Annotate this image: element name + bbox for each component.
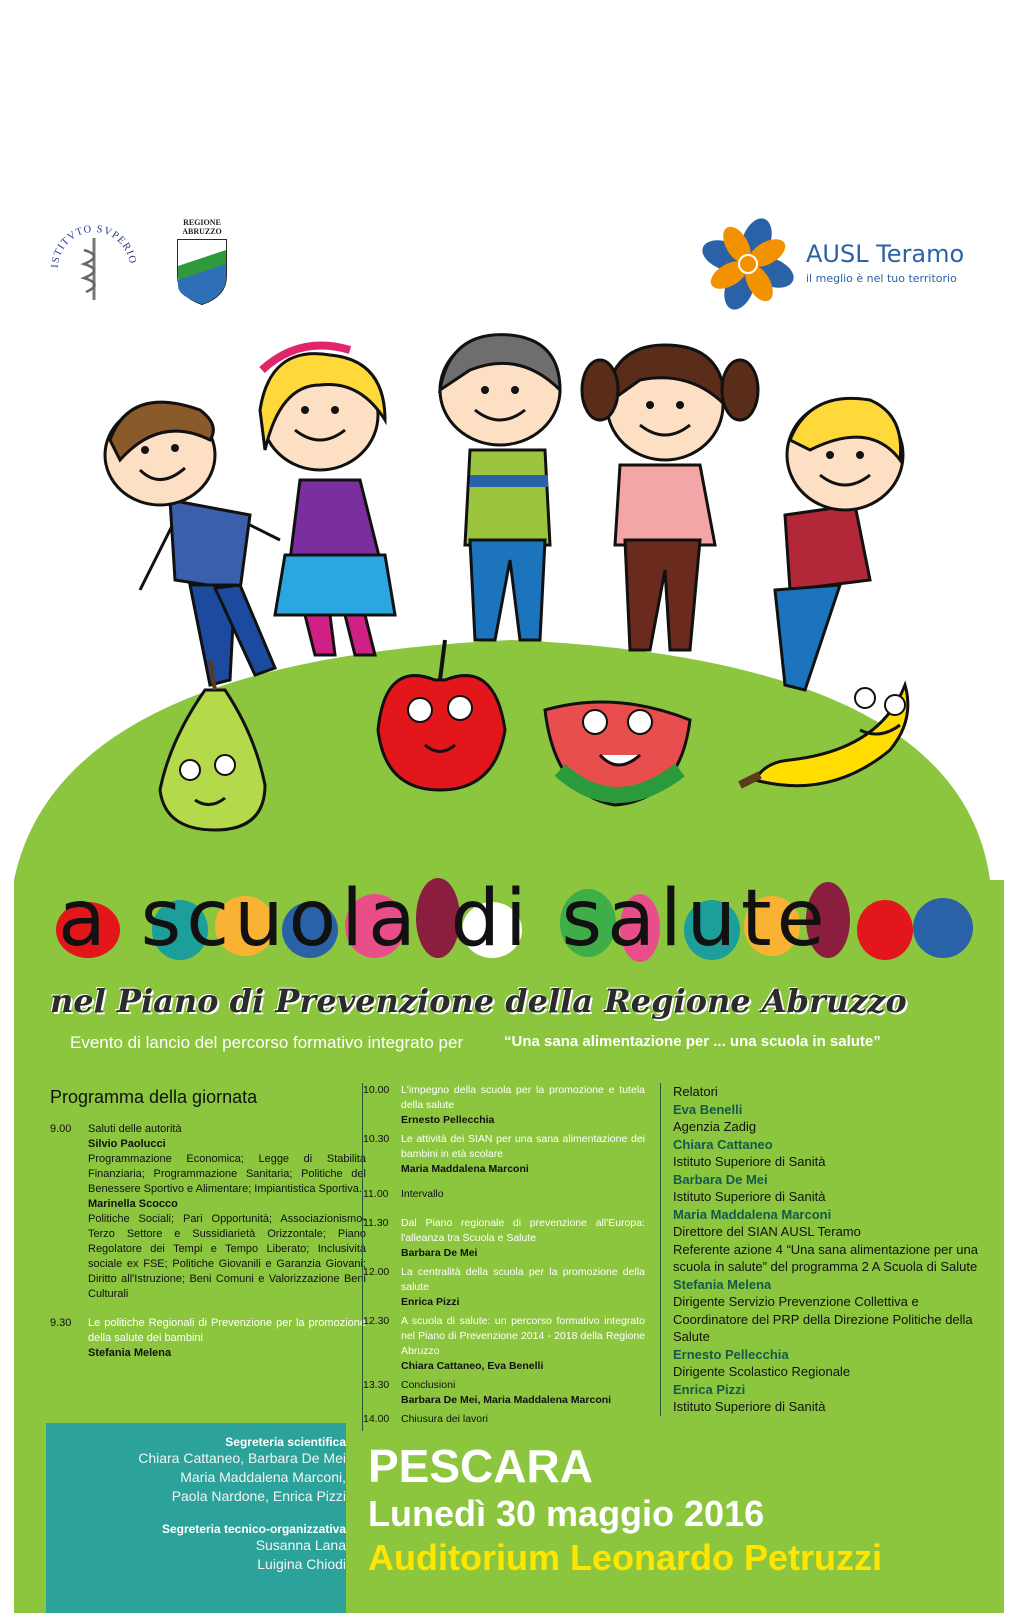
ausl-name: AUSL Teramo (806, 240, 965, 268)
program-title: Le attività dei SIAN per una sana alimentazione dei bambini in età scolare (401, 1133, 645, 1160)
evento-line: Evento di lancio del percorso formativo integrato per (70, 1033, 464, 1052)
program-item (363, 1412, 645, 1427)
relatore-name: Ernesto Pellecchia (673, 1346, 789, 1362)
program-item (363, 1265, 645, 1310)
segreteria-line: Paola Nardone, Enrica Pizzi (171, 1488, 346, 1504)
segreteria-line: Chiara Cattaneo, Barbara De Mei (138, 1450, 346, 1466)
ausl-tagline: il meglio è nel tuo territorio (806, 272, 957, 285)
speaker-name: Silvio Paolucci (88, 1138, 166, 1150)
ausl-teramo-logo (700, 214, 990, 314)
event-city: PESCARA (368, 1440, 593, 1492)
speaker-roles: Politiche Sociali; Pari Opportunità; Associazionismo-Terzo Settore e Sussidiarietà Orizzontale; Piano Regolatore dei Tempi e Tempo Liberato; Inclusività sociale ex FSE; Politiche Giovanili e Garanzia Giovani; Diritto all'Istruzione; Beni Comuni e Valorizzazione Beni Culturali (88, 1213, 366, 1300)
kid-boy-brown-hair (105, 402, 280, 685)
program-time: 12.00 (363, 1266, 390, 1278)
title-block (40, 868, 1000, 978)
program-title: Chiusura dei lavori (401, 1413, 488, 1425)
regione-abruzzo-logo (172, 218, 232, 308)
programma-column-2 (362, 1083, 645, 1431)
program-title: A scuola di salute: un percorso formativo integrato nel Piano di Prevenzione 2014 - 2018 della Regione Abruzzo (401, 1315, 645, 1357)
programma-column-1 (50, 1087, 366, 1369)
programma-title: Programma della giornata (50, 1087, 258, 1107)
program-item (363, 1083, 645, 1128)
speaker-name: Enrica Pizzi (401, 1296, 460, 1308)
relatore-name: Stefania Melena (673, 1276, 772, 1292)
program-item (363, 1187, 645, 1202)
program-title: Conclusioni (401, 1379, 456, 1391)
speaker-name: Ernesto Pellecchia (401, 1114, 495, 1126)
relatori-column (660, 1083, 990, 1416)
event-date: Lunedì 30 maggio 2016 (368, 1493, 765, 1534)
segreteria-line: Luigina Chiodi (257, 1556, 346, 1572)
relatore-name: Eva Benelli (673, 1101, 743, 1117)
program-title: L'impegno della scuola per la promozione e tutela della salute (401, 1084, 645, 1111)
relatore-name: Maria Maddalena Marconi (673, 1206, 832, 1222)
program-time: 9.30 (50, 1317, 72, 1329)
relatore-role: Dirigente Scolastico Regionale (673, 1364, 851, 1379)
kids-illustration (0, 330, 1024, 890)
program-time: 9.00 (50, 1123, 72, 1135)
evento-quote: “Una sana alimentazione per ... una scuola in salute” (504, 1033, 881, 1050)
relatore-name: Barbara De Mei (673, 1171, 768, 1187)
kid-girl-blonde (260, 346, 395, 656)
svg-text:ISTITVTO SVPERIORE DI SANITÀ: ISTITVTO SVPERIO (49, 223, 138, 269)
relatore-role: Istituto Superiore di Sanità (673, 1399, 826, 1414)
program-title: Le politiche Regionali di Prevenzione per la promozione della salute dei bambini (88, 1317, 366, 1344)
segreteria-scientifica-title: Segreteria scientifica (225, 1435, 346, 1449)
program-time: 11.30 (363, 1217, 389, 1229)
speaker-name: Barbara De Mei (401, 1247, 478, 1259)
segreteria-line: Susanna Lana (255, 1537, 346, 1553)
program-time: 10.30 (363, 1133, 390, 1145)
program-time: 14.00 (363, 1413, 390, 1425)
program-time: 10.00 (363, 1084, 390, 1096)
kid-girl-pigtails (582, 345, 758, 650)
program-title: Intervallo (401, 1188, 444, 1200)
speaker-name: Stefania Melena (88, 1347, 172, 1359)
segreteria-line: Maria Maddalena Marconi, (180, 1469, 346, 1485)
speaker-name: Barbara De Mei, Maria Maddalena Marconi (401, 1394, 612, 1406)
main-title: a scuola di salute (58, 874, 830, 964)
kid-boy-blonde (775, 398, 903, 690)
segreteria-box (46, 1423, 346, 1613)
program-item (363, 1216, 645, 1261)
relatore-role: Dirigente Servizio Prevenzione Collettiva e Coordinatore del PRP della Direzione Politiche della Salute (673, 1294, 973, 1344)
program-title: Dal Piano regionale di prevenzione all'Europa: l'alleanza tra Scuola e Salute (401, 1217, 645, 1244)
event-venue: Auditorium Leonardo Petruzzi (368, 1537, 883, 1578)
relatore-role: Istituto Superiore di Sanità (673, 1154, 826, 1169)
program-item (363, 1132, 645, 1177)
relatore-role: Direttore del SIAN AUSL Teramo Referente azione 4 “Una sana alimentazione per una scuola in salute” del programma 2 A Scuola di Salute (673, 1224, 978, 1274)
relatore-role: Istituto Superiore di Sanità (673, 1189, 826, 1204)
program-item (363, 1314, 645, 1374)
program-item (50, 1316, 366, 1361)
program-time: 12.30 (363, 1315, 390, 1327)
program-title: Saluti delle autorità (88, 1123, 182, 1135)
program-item (50, 1122, 366, 1302)
region-line-1: REGIONE (183, 218, 221, 227)
speaker-name: Maria Maddalena Marconi (401, 1163, 529, 1175)
program-item (363, 1378, 645, 1408)
iss-logo (44, 212, 144, 312)
program-time: 13.30 (363, 1379, 390, 1391)
speaker-name: Marinella Scocco (88, 1198, 178, 1210)
relatori-title: Relatori (673, 1084, 718, 1099)
region-line-2: ABRUZZO (182, 227, 222, 236)
kid-boy-grey-hair (440, 335, 560, 640)
program-time: 11.00 (363, 1188, 389, 1200)
relatore-name: Chiara Cattaneo (673, 1136, 773, 1152)
relatore-name: Enrica Pizzi (673, 1381, 746, 1397)
event-info (368, 1440, 882, 1580)
speaker-roles: Programmazione Economica; Legge di Stabilità Finanziaria; Programmazione Sanitaria; Politiche del Benessere Sportivo e Alimentare; Impiantistica Sportiva. (88, 1153, 366, 1195)
speaker-name: Chiara Cattaneo, Eva Benelli (401, 1360, 544, 1372)
subtitle: nel Piano di Prevenzione della Regione Abruzzo (50, 982, 907, 1020)
relatore-role: Agenzia Zadig (673, 1119, 757, 1134)
program-title: La centralità della scuola per la promozione della salute (401, 1266, 645, 1293)
ausl-propeller-icon (700, 214, 800, 314)
segreteria-tecnica-title: Segreteria tecnico-organizzativa (161, 1522, 346, 1536)
